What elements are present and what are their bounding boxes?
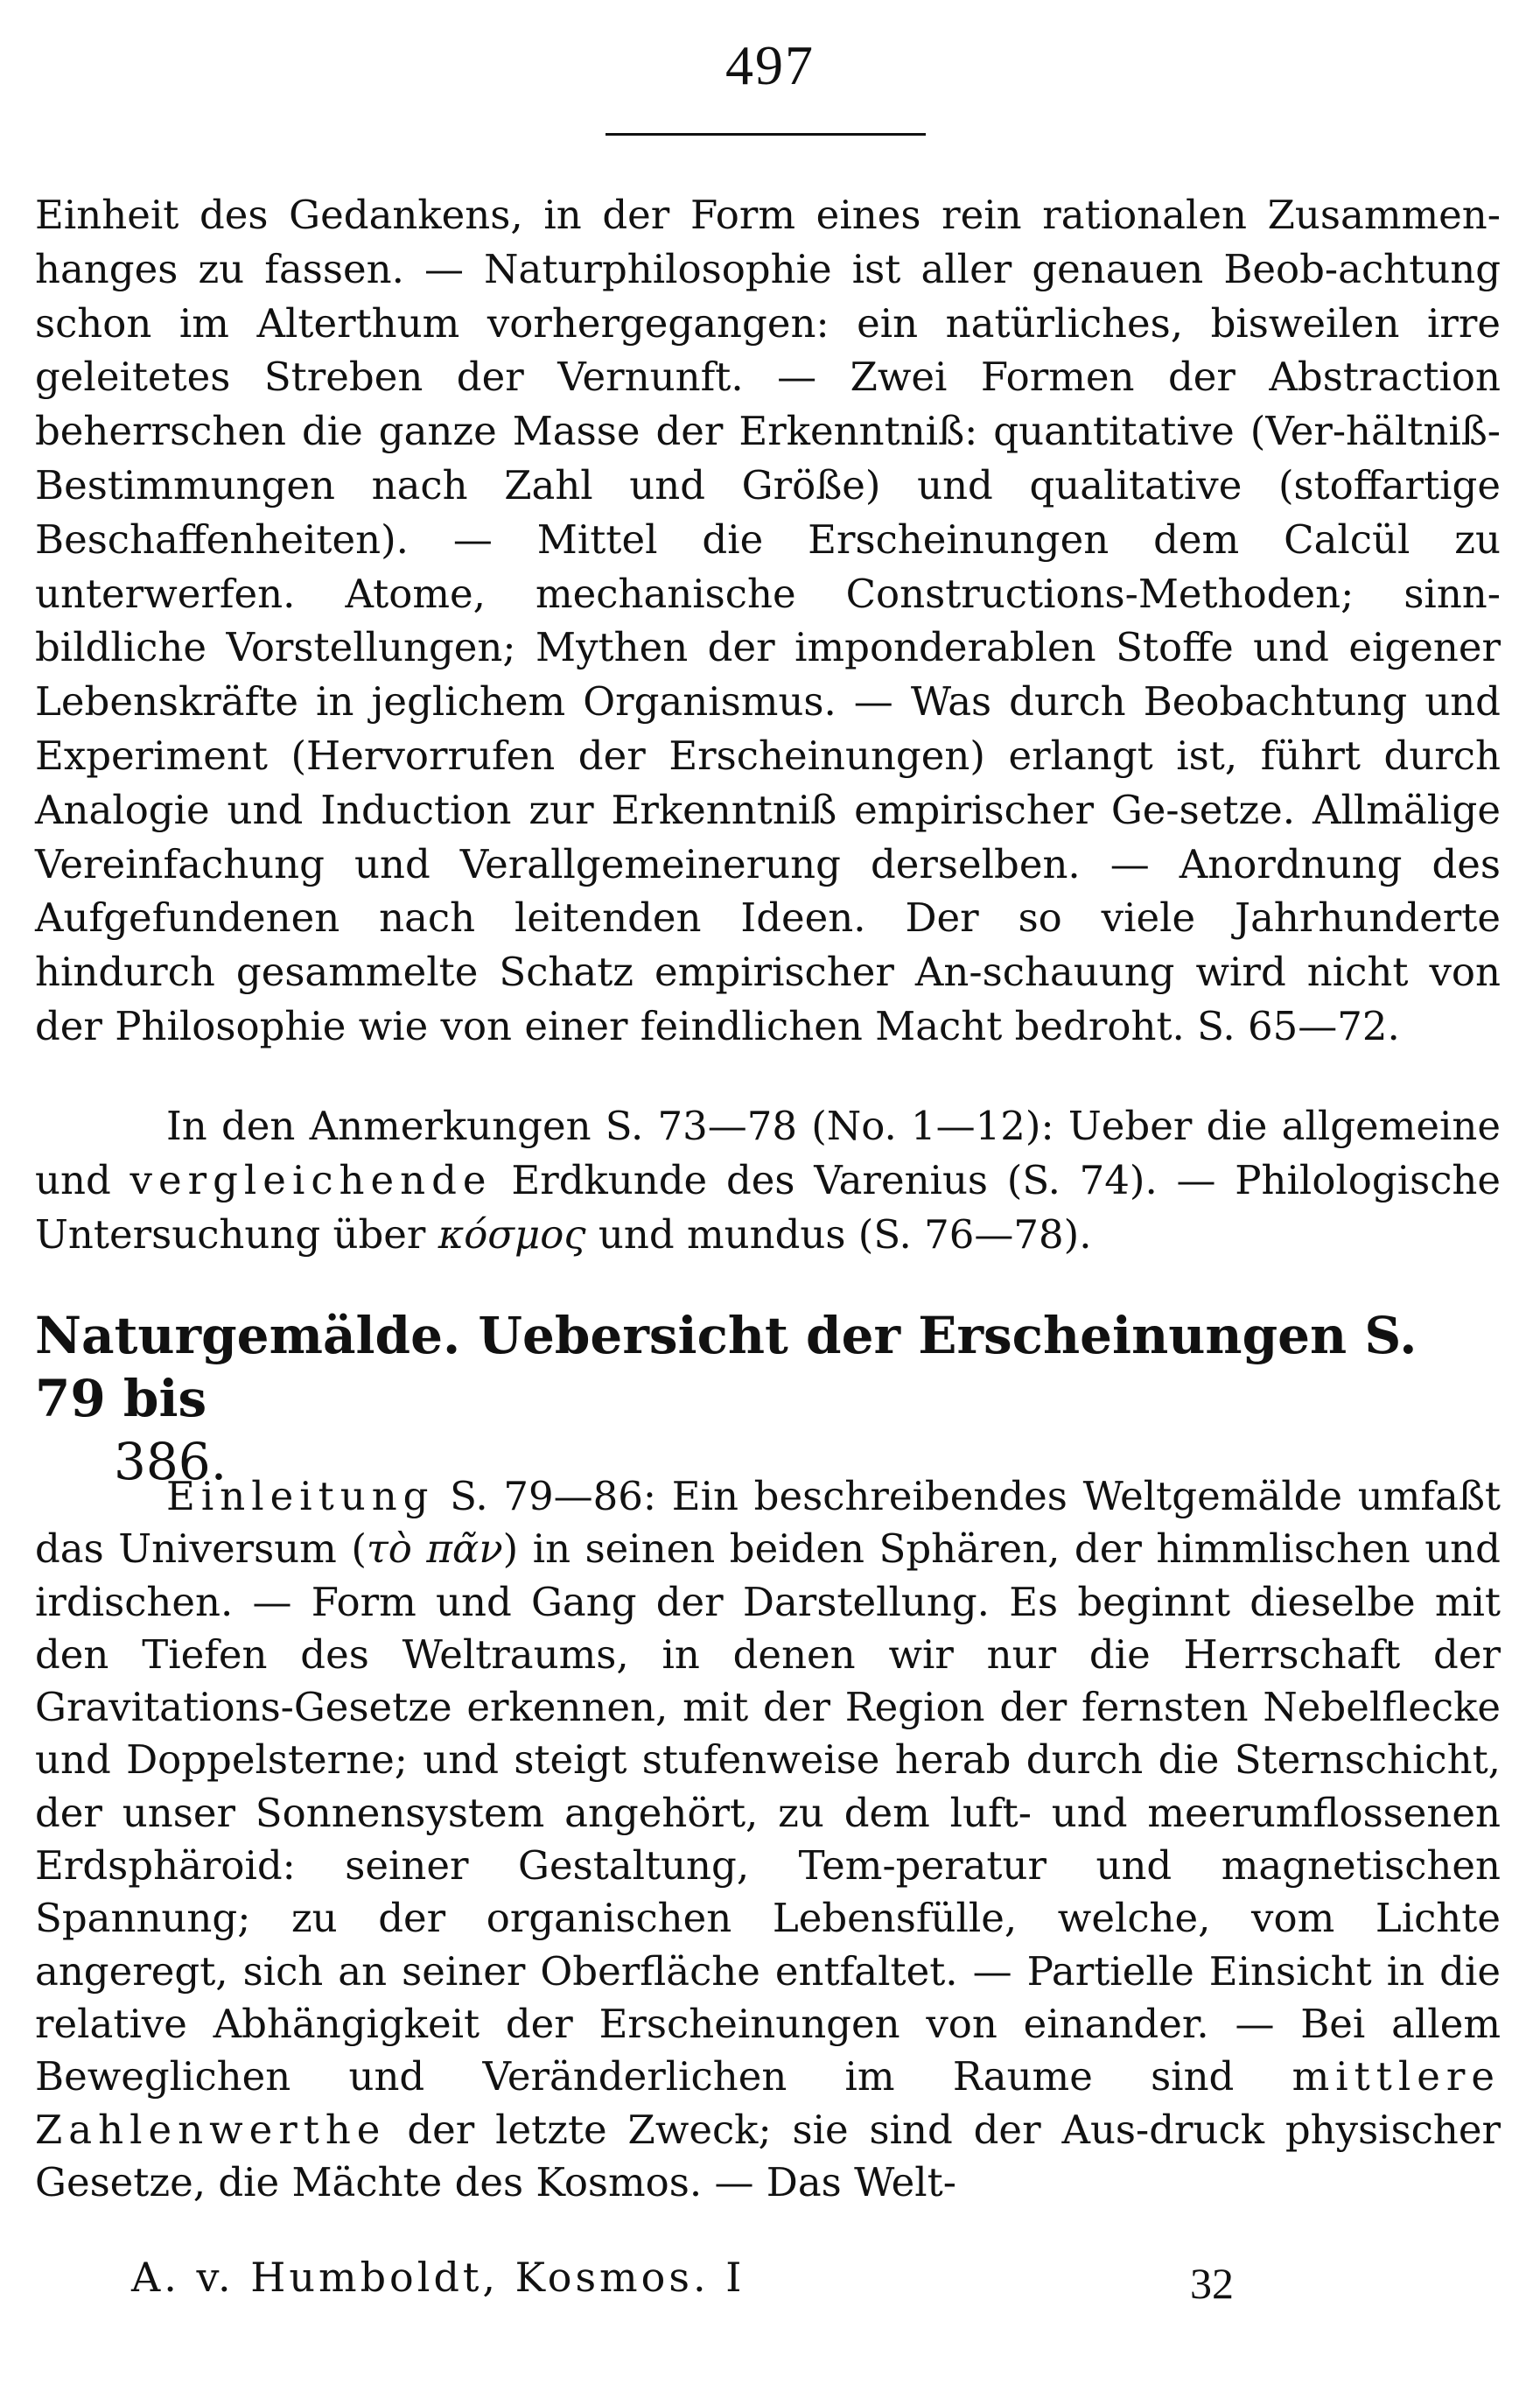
heading-continuation: 386. <box>114 1432 228 1491</box>
text-run: ) in seinen beiden Sphären, der himmlischen und irdischen. — Form und Gang der Darstellung. Es beginnt dieselbe mit den Tiefen des Weltraums, in denen wir nur die Herrschaft der Gravitations-Gesetze erkennen, mit der Region der fernsten Nebelflecke und Doppelsterne; und steigt stufenweise herab durch die Sternschicht, der unser Sonnensystem angehört, zu dem luft- und meerumflossenen Erdsphäroid: seiner Gestaltung, Tem-peratur und magnetischen Spannung; zu der organischen Lebensfülle, welche, vom Lichte angeregt, sich an seiner Oberfläche entfaltet. — Partielle Einsicht in die relative Abhängigkeit der Erscheinungen von einander. — Bei allem Beweglichen und Veränderlichen im Raume sind <box>35 1525 1501 2100</box>
spaced-term: vergleichende <box>130 1156 493 1203</box>
footer-sheet-number: 32 <box>1190 2259 1234 2308</box>
text-run: und mundus (S. 76—78). <box>585 1210 1092 1258</box>
text-run: S. 79—86: Ein beschreibendes Weltgemälde umfaßt das Universum ( <box>35 1473 1501 1573</box>
greek-term: τὸ πᾶν <box>366 1525 503 1573</box>
text-run: der letzte Zweck; sie sind der Aus-druck physischer Gesetze, die Mächte des Kosmos. — Das Welt- <box>35 2106 1501 2205</box>
heading-text: Naturgemälde. Uebersicht der Erscheinungen S. 79 bis <box>35 1306 1418 1428</box>
text-run: Erdkunde des Varenius (S. 74). — Philologische Untersuchung über <box>35 1156 1502 1258</box>
footer-signature: A. v. Humboldt, Kosmos. I <box>131 2254 746 2301</box>
header-rule <box>606 133 926 136</box>
page-number: 497 <box>725 34 815 96</box>
section-heading <box>35 1304 1501 1493</box>
greek-term: κόσμος <box>438 1210 586 1258</box>
text-run: In den Anmerkungen S. 73—78 (No. 1—12): Ueber die allgemeine und <box>35 1103 1501 1203</box>
paragraph-naturphilosophie: Einheit des Gedankens, in der Form eines rein rationalen Zusammen-hanges zu fassen. — Naturphilosophie ist aller genauen Beob-achtung schon im Alterthum vorhergegangen: ein natürliches, bisweilen irre geleitetes Streben der Vernunft. — Zwei Formen der Abstraction beherrschen die ganze Masse der Erkenntniß: quantitative (Ver-hältniß-Bestimmungen nach Zahl und Größe) und qualitative (stoffartige Beschaffenheiten). — Mittel die Erscheinungen dem Calcül zu unterwerfen. Atome, mechanische Constructions-Methoden; sinn-bildliche Vorstellungen; Mythen der imponderablen Stoffe und eigener Lebenskräfte in jeglichem Organismus. — Was durch Beobachtung und Experiment (Hervorrufen der Erscheinungen) erlangt ist, führt durch Analogie und Induction zur Erkenntniß empirischer Ge-setze. Allmälige Vereinfachung und Verallgemeinerung derselben. — Anordnung des Aufgefundenen nach leitenden Ideen. Der so viele Jahrhunderte hindurch gesammelte Schatz empirischer An-schauung wird nicht von der Philosophie wie von einer feindlichen Macht bedroht. S. 65—72. <box>35 192 1501 1049</box>
paragraph-anmerkungen <box>35 1099 1501 1261</box>
paragraph-einleitung <box>35 1470 1501 2209</box>
spaced-term: Einleitung <box>166 1473 435 1519</box>
spaced-term: mittlere Zahlenwerthe <box>35 2053 1501 2153</box>
